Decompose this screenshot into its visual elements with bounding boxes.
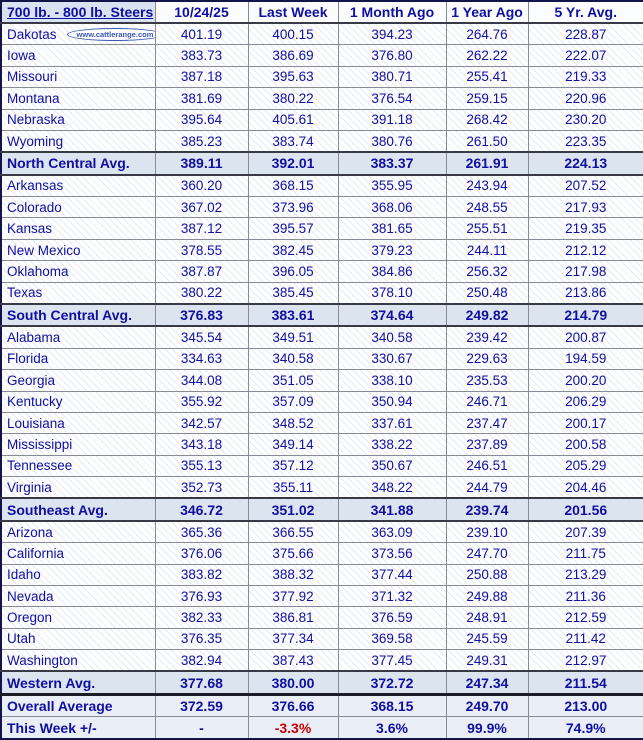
value-cell: 365.36 [155, 521, 248, 543]
value-cell: 239.42 [446, 326, 528, 348]
table-row [1, 45, 643, 66]
row-label-text: Utah [7, 631, 36, 647]
row-label [1, 521, 155, 543]
value-cell: 380.22 [248, 88, 338, 109]
row-label [1, 412, 155, 433]
row-label [1, 66, 155, 87]
table-row [1, 326, 643, 348]
value-cell: 211.42 [528, 628, 643, 649]
table-row [1, 370, 643, 391]
value-cell: 237.47 [446, 412, 528, 433]
value-cell: 261.50 [446, 130, 528, 152]
value-cell: 376.54 [338, 88, 446, 109]
row-label-text: Washington [7, 652, 78, 668]
value-cell: 376.59 [338, 607, 446, 628]
row-label-text: Mississippi [7, 436, 73, 452]
row-label [1, 197, 155, 218]
table-row [1, 650, 643, 672]
value-cell: 342.57 [155, 412, 248, 433]
value-cell: 395.64 [155, 109, 248, 130]
table-row [1, 543, 643, 564]
value-cell: 350.94 [338, 391, 446, 412]
value-cell: 387.12 [155, 218, 248, 239]
value-cell: - [155, 717, 248, 739]
value-cell: 220.96 [528, 88, 643, 109]
value-cell: 194.59 [528, 348, 643, 369]
value-cell: 401.19 [155, 23, 248, 45]
table-row [1, 261, 643, 282]
value-cell: 200.20 [528, 370, 643, 391]
value-cell: 259.15 [446, 88, 528, 109]
row-label [1, 391, 155, 412]
value-cell: 74.9% [528, 717, 643, 739]
table-row [1, 239, 643, 260]
row-label [1, 23, 155, 45]
value-cell: 376.93 [155, 585, 248, 606]
column-header-date: 10/24/25 [155, 1, 248, 23]
table-row [1, 717, 643, 739]
value-cell: 380.00 [248, 671, 338, 694]
value-cell: 348.22 [338, 477, 446, 499]
value-cell: 206.29 [528, 391, 643, 412]
row-label-text: Oregon [7, 610, 53, 626]
table-row [1, 152, 643, 174]
table-row [1, 88, 643, 109]
table-row [1, 585, 643, 606]
value-cell: 383.61 [248, 304, 338, 326]
row-label-text: Missouri [7, 69, 58, 85]
table-row [1, 175, 643, 197]
table-row [1, 564, 643, 585]
value-cell: 377.34 [248, 628, 338, 649]
row-label-text: Dakotas [7, 26, 57, 42]
value-cell: 246.51 [446, 455, 528, 476]
row-label [1, 304, 155, 326]
value-cell: 261.91 [446, 152, 528, 174]
value-cell: 340.58 [248, 348, 338, 369]
value-cell: 379.23 [338, 239, 446, 260]
value-cell: 222.07 [528, 45, 643, 66]
cattlerange-logo[interactable]: www.cattlerange.com [67, 28, 155, 41]
value-cell: 346.72 [155, 498, 248, 520]
value-cell: 384.86 [338, 261, 446, 282]
row-label [1, 130, 155, 152]
row-label-text: Kentucky [7, 394, 63, 410]
table-row [1, 130, 643, 152]
value-cell: 243.94 [446, 175, 528, 197]
value-cell: 200.17 [528, 412, 643, 433]
column-header-1-year-ago: 1 Year Ago [446, 1, 528, 23]
row-label [1, 45, 155, 66]
row-label [1, 564, 155, 585]
value-cell: 377.92 [248, 585, 338, 606]
row-label [1, 326, 155, 348]
value-cell: 213.86 [528, 282, 643, 304]
value-cell: 214.79 [528, 304, 643, 326]
row-label-text: New Mexico [7, 242, 81, 258]
row-label-text: Oklahoma [7, 263, 69, 279]
value-cell: 223.35 [528, 130, 643, 152]
row-label [1, 650, 155, 672]
value-cell: 247.34 [446, 671, 528, 694]
row-label-text: Wyoming [7, 133, 64, 149]
value-cell: 330.67 [338, 348, 446, 369]
value-cell: 349.51 [248, 326, 338, 348]
value-cell: 212.97 [528, 650, 643, 672]
row-label [1, 218, 155, 239]
column-header-last-week: Last Week [248, 1, 338, 23]
value-cell: 249.88 [446, 585, 528, 606]
value-cell: 207.39 [528, 521, 643, 543]
value-cell: 389.11 [155, 152, 248, 174]
value-cell: 373.96 [248, 197, 338, 218]
row-label-text: Montana [7, 90, 60, 106]
row-label-text: Western Avg. [7, 674, 96, 691]
value-cell: 244.79 [446, 477, 528, 499]
row-label-text: Arizona [7, 524, 53, 540]
row-label [1, 282, 155, 304]
value-cell: 351.05 [248, 370, 338, 391]
value-cell: 229.63 [446, 348, 528, 369]
value-cell: 367.02 [155, 197, 248, 218]
row-label [1, 477, 155, 499]
value-cell: 219.35 [528, 218, 643, 239]
table-row [1, 197, 643, 218]
row-label [1, 434, 155, 455]
column-header-5-yr-avg: 5 Yr. Avg. [528, 1, 643, 23]
value-cell: 3.6% [338, 717, 446, 739]
value-cell: 355.11 [248, 477, 338, 499]
value-cell: 376.66 [248, 694, 338, 716]
value-cell: 250.88 [446, 564, 528, 585]
value-cell: 351.02 [248, 498, 338, 520]
table-row [1, 282, 643, 304]
value-cell: 382.94 [155, 650, 248, 672]
value-cell: 337.61 [338, 412, 446, 433]
value-cell: 249.70 [446, 694, 528, 716]
value-cell: 376.06 [155, 543, 248, 564]
value-cell: 395.57 [248, 218, 338, 239]
row-label [1, 607, 155, 628]
value-cell: 383.74 [248, 130, 338, 152]
value-cell: 375.66 [248, 543, 338, 564]
row-label-text: Colorado [7, 199, 62, 215]
value-cell: 371.32 [338, 585, 446, 606]
value-cell: 383.82 [155, 564, 248, 585]
table-row [1, 521, 643, 543]
value-cell: 387.18 [155, 66, 248, 87]
table-row [1, 694, 643, 716]
value-cell: 213.00 [528, 694, 643, 716]
value-cell: 396.05 [248, 261, 338, 282]
value-cell: 239.74 [446, 498, 528, 520]
value-cell: 343.18 [155, 434, 248, 455]
value-cell: 344.08 [155, 370, 248, 391]
column-header-1-month-ago: 1 Month Ago [338, 1, 446, 23]
value-cell: 201.56 [528, 498, 643, 520]
row-label-text: Arkansas [7, 178, 64, 194]
value-cell: 99.9% [446, 717, 528, 739]
value-cell: 338.22 [338, 434, 446, 455]
value-cell: 391.18 [338, 109, 446, 130]
value-cell: 350.67 [338, 455, 446, 476]
value-cell: 211.75 [528, 543, 643, 564]
value-cell: 348.52 [248, 412, 338, 433]
value-cell: 247.70 [446, 543, 528, 564]
row-label [1, 261, 155, 282]
value-cell: 386.81 [248, 607, 338, 628]
value-cell: 211.36 [528, 585, 643, 606]
table-row [1, 607, 643, 628]
table-row [1, 671, 643, 694]
value-cell: 368.15 [338, 694, 446, 716]
value-cell: 352.73 [155, 477, 248, 499]
value-cell: 340.58 [338, 326, 446, 348]
value-cell: 380.76 [338, 130, 446, 152]
value-cell: 248.55 [446, 197, 528, 218]
row-label-text: Alabama [7, 330, 61, 346]
value-cell: 363.09 [338, 521, 446, 543]
row-label [1, 671, 155, 694]
table-row [1, 391, 643, 412]
row-label [1, 455, 155, 476]
value-cell: 380.22 [155, 282, 248, 304]
value-cell: 255.51 [446, 218, 528, 239]
value-cell: 204.46 [528, 477, 643, 499]
value-cell: 228.87 [528, 23, 643, 45]
value-cell: 268.42 [446, 109, 528, 130]
value-cell: 250.48 [446, 282, 528, 304]
value-cell: 338.10 [338, 370, 446, 391]
row-label-text: Nebraska [7, 112, 65, 128]
value-cell: 355.92 [155, 391, 248, 412]
value-cell: 237.89 [446, 434, 528, 455]
row-label-text: Georgia [7, 372, 56, 388]
value-cell: 212.12 [528, 239, 643, 260]
row-label [1, 175, 155, 197]
value-cell: 334.63 [155, 348, 248, 369]
row-label-text: North Central Avg. [7, 155, 130, 172]
value-cell: 376.80 [338, 45, 446, 66]
value-cell: 394.23 [338, 23, 446, 45]
value-cell: 360.20 [155, 175, 248, 197]
table-row [1, 412, 643, 433]
value-cell: 357.12 [248, 455, 338, 476]
value-cell: 380.71 [338, 66, 446, 87]
value-cell: 400.15 [248, 23, 338, 45]
value-cell: 381.65 [338, 218, 446, 239]
value-cell: 239.10 [446, 521, 528, 543]
row-label-text: California [7, 545, 65, 561]
header-row [1, 1, 643, 23]
row-label-text: Kansas [7, 221, 53, 237]
value-cell: 207.52 [528, 175, 643, 197]
row-label-text: South Central Avg. [7, 307, 132, 324]
value-cell: 212.59 [528, 607, 643, 628]
value-cell: 382.33 [155, 607, 248, 628]
table-row [1, 23, 643, 45]
value-cell: 378.55 [155, 239, 248, 260]
row-label-text: Tennessee [7, 458, 73, 474]
row-label [1, 109, 155, 130]
row-label-text: Louisiana [7, 415, 65, 431]
value-cell: 345.54 [155, 326, 248, 348]
value-cell: 387.43 [248, 650, 338, 672]
row-label-text: This Week +/- [7, 719, 97, 736]
value-cell: 219.33 [528, 66, 643, 87]
row-label [1, 370, 155, 391]
value-cell: 249.82 [446, 304, 528, 326]
table-row [1, 218, 643, 239]
value-cell: 369.58 [338, 628, 446, 649]
row-label-text: Nevada [7, 588, 54, 604]
value-cell: 357.09 [248, 391, 338, 412]
row-label [1, 348, 155, 369]
row-label-text: Idaho [7, 567, 41, 583]
value-cell: 368.15 [248, 175, 338, 197]
value-cell: 376.83 [155, 304, 248, 326]
value-cell: 383.37 [338, 152, 446, 174]
value-cell: 217.98 [528, 261, 643, 282]
value-cell: 200.58 [528, 434, 643, 455]
value-cell: 224.13 [528, 152, 643, 174]
value-cell: 248.91 [446, 607, 528, 628]
value-cell: 368.06 [338, 197, 446, 218]
table-row [1, 348, 643, 369]
value-cell: 388.32 [248, 564, 338, 585]
table-row [1, 434, 643, 455]
value-cell: 262.22 [446, 45, 528, 66]
value-cell: 355.13 [155, 455, 248, 476]
table-row [1, 66, 643, 87]
value-cell: 341.88 [338, 498, 446, 520]
value-cell: 211.54 [528, 671, 643, 694]
table-row [1, 304, 643, 326]
value-cell: 381.69 [155, 88, 248, 109]
value-cell: 230.20 [528, 109, 643, 130]
value-cell: 235.53 [446, 370, 528, 391]
value-cell: 372.59 [155, 694, 248, 716]
row-label-text: Florida [7, 351, 49, 367]
value-cell: 385.45 [248, 282, 338, 304]
value-cell: 217.93 [528, 197, 643, 218]
row-label [1, 239, 155, 260]
row-label [1, 152, 155, 174]
table-row [1, 498, 643, 520]
value-cell: 205.29 [528, 455, 643, 476]
value-cell: 386.69 [248, 45, 338, 66]
row-label [1, 585, 155, 606]
value-cell: 383.73 [155, 45, 248, 66]
value-cell: 245.59 [446, 628, 528, 649]
row-label-text: Overall Average [7, 698, 113, 715]
value-cell: 349.14 [248, 434, 338, 455]
table-title: 700 lb. - 800 lb. Steers [1, 1, 155, 23]
table-body [1, 23, 643, 739]
row-label-text: Southeast Avg. [7, 501, 108, 518]
row-label [1, 717, 155, 739]
value-cell: 200.87 [528, 326, 643, 348]
row-label [1, 88, 155, 109]
row-label-text: Virginia [7, 479, 52, 495]
table-row [1, 109, 643, 130]
row-label [1, 543, 155, 564]
row-label [1, 498, 155, 520]
value-cell: 366.55 [248, 521, 338, 543]
value-cell: 244.11 [446, 239, 528, 260]
value-cell: 374.64 [338, 304, 446, 326]
row-label [1, 694, 155, 716]
row-label-text: Texas [7, 285, 43, 301]
value-cell: 372.72 [338, 671, 446, 694]
value-cell: 392.01 [248, 152, 338, 174]
value-cell: 382.45 [248, 239, 338, 260]
value-cell: 377.44 [338, 564, 446, 585]
row-label [1, 628, 155, 649]
value-cell: 256.32 [446, 261, 528, 282]
value-cell: 378.10 [338, 282, 446, 304]
value-cell: 249.31 [446, 650, 528, 672]
value-cell: 264.76 [446, 23, 528, 45]
table-header [1, 1, 643, 23]
row-label-text: Iowa [7, 48, 36, 64]
value-cell: 255.41 [446, 66, 528, 87]
value-cell: 405.61 [248, 109, 338, 130]
value-cell: 395.63 [248, 66, 338, 87]
table-row [1, 628, 643, 649]
value-cell: -3.3% [248, 717, 338, 739]
value-cell: 246.71 [446, 391, 528, 412]
table-row [1, 477, 643, 499]
value-cell: 376.35 [155, 628, 248, 649]
value-cell: 377.68 [155, 671, 248, 694]
value-cell: 387.87 [155, 261, 248, 282]
value-cell: 213.29 [528, 564, 643, 585]
value-cell: 385.23 [155, 130, 248, 152]
table-row [1, 455, 643, 476]
value-cell: 377.45 [338, 650, 446, 672]
value-cell: 355.95 [338, 175, 446, 197]
value-cell: 373.56 [338, 543, 446, 564]
